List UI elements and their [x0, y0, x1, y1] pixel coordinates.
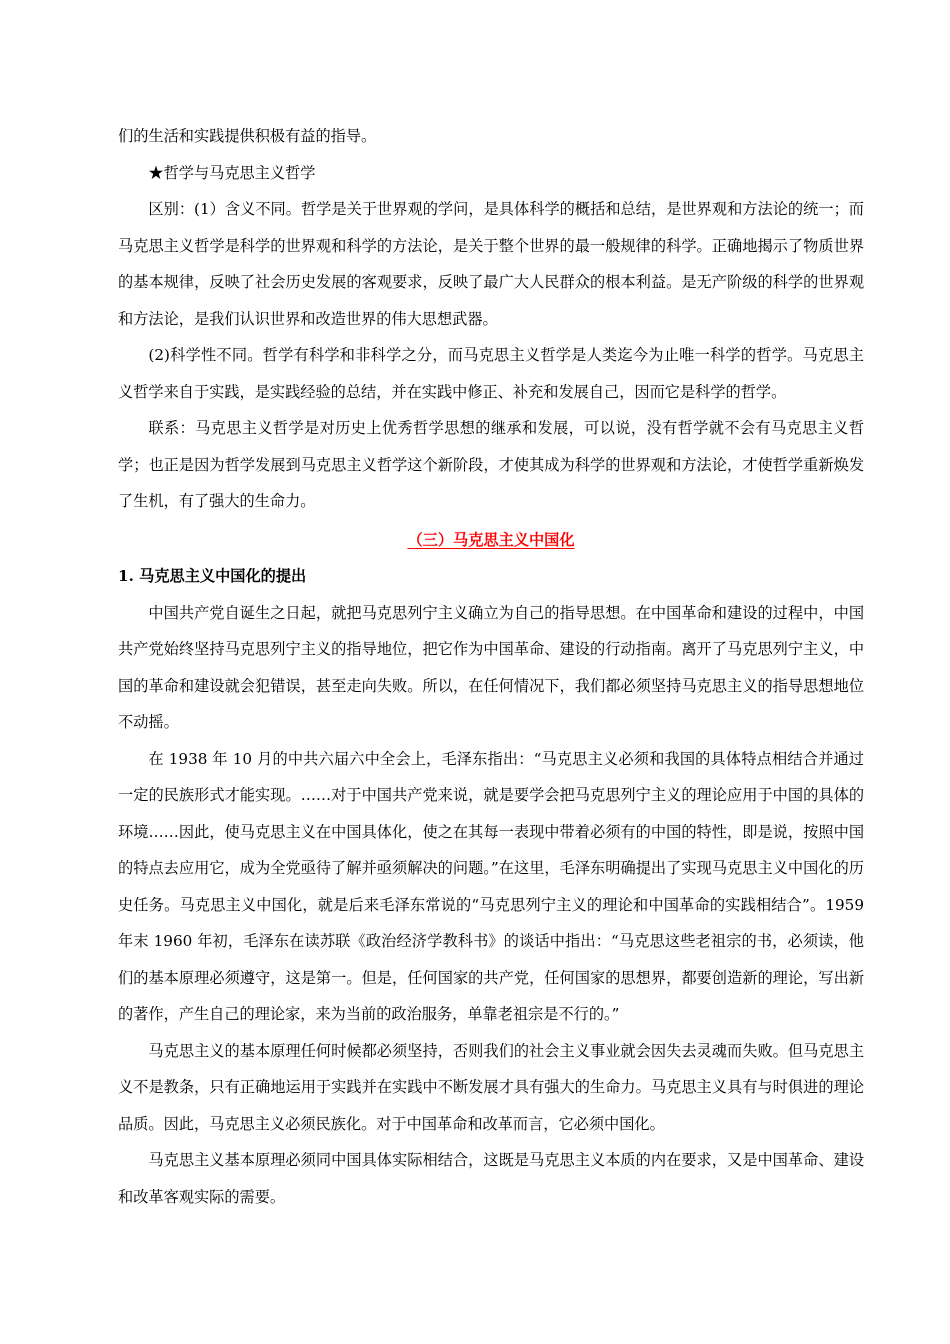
paragraph-connection: 联系：马克思主义哲学是对历史上优秀哲学思想的继承和发展，可以说，没有哲学就不会有马克思主义哲学；也正是因为哲学发展到马克思主义哲学这个新阶段，才使其成为科学的世界观和方法论，才使哲学重新焕发了生机，有了强大的生命力。: [118, 419, 864, 510]
paragraph-combination: 马克思主义基本原理必须同中国具体实际相结合，这既是马克思主义本质的内在要求，又是中国革命、建设和改革客观实际的需要。: [118, 1151, 864, 1206]
paragraph-difference-2: (2)科学性不同。哲学有科学和非科学之分，而马克思主义哲学是人类迄今为止唯一科学的哲学。马克思主义哲学来自于实践，是实践经验的总结，并在实践中修正、补充和发展自己，因而它是科学的哲学。: [118, 346, 864, 401]
paragraph-difference-1: 区别：(1）含义不同。哲学是关于世界观的学问，是具体科学的概括和总结，是世界观和方法论的统一；而马克思主义哲学是科学的世界观和科学的方法论，是关于整个世界的最一般规律的科学。正确地揭示了物质世界的基本规律，反映了社会历史发展的客观要求，反映了最广大人民群众的根本利益。是无产阶级的科学的世界观和方法论，是我们认识世界和改造世界的伟大思想武器。: [118, 200, 864, 328]
section-heading: [118, 522, 864, 559]
paragraph-basic-principles: 马克思主义的基本原理任何时候都必须坚持，否则我们的社会主义事业就会因失去灵魂而失败。但马克思主义不是教条，只有正确地运用于实践并在实践中不断发展才具有强大的生命力。马克思主义具有与时俱进的理论品质。因此，马克思主义必须民族化。对于中国革命和改革而言，它必须中国化。: [118, 1041, 864, 1133]
paragraph-continuation: 们的生活和实践提供积极有益的指导。: [118, 127, 377, 145]
paragraph-mao-quote: 在 1938 年 10 月的中共六届六中全会上，毛泽东指出：“马克思主义必须和我国的具体特点相结合并通过一定的民族形式才能实现。……对于中国共产党来说，就是要学会把马克思列宁主义的理论应用于中国的具体的环境……因此，使马克思主义在中国具体化，使之在其每一表现中带着必须有的中国的特性，即是说，按照中国的特点去应用它，成为全党亟待了解并亟须解决的问题。”在这里，毛泽东明确提出了实现马克思主义中国化的历史任务。马克思主义中国化，就是后来毛泽东常说的“马克思列宁主义的理论和中国革命的实践相结合”。1959 年末 1960 年初，毛泽东在读苏联《政治经济学教科书》的谈话中指出：“马克思这些老祖宗的书，必须读，他们的基本原理必须遵守，这是第一。但是，任何国家的共产党，任何国家的思想界，都要创造新的理论，写出新的著作，产生自己的理论家，来为当前的政治服务，单靠老祖宗是不行的。”: [118, 749, 864, 1023]
paragraph-guiding-thought: 中国共产党自诞生之日起，就把马克思列宁主义确立为自己的指导思想。在中国革命和建设的过程中，中国共产党始终坚持马克思列宁主义的指导地位，把它作为中国革命、建设的行动指南。离开了马克思列宁主义，中国的革命和建设就会犯错误，甚至走向失败。所以，在任何情况下，我们都必须坚持马克思主义的指导思想地位不动摇。: [118, 603, 864, 731]
section-star-title: ★哲学与马克思主义哲学: [148, 163, 316, 182]
section-heading-text: （三）马克思主义中国化: [407, 530, 575, 549]
document-page: [118, 118, 864, 1215]
subsection-heading: 1. 马克思主义中国化的提出: [118, 567, 307, 585]
